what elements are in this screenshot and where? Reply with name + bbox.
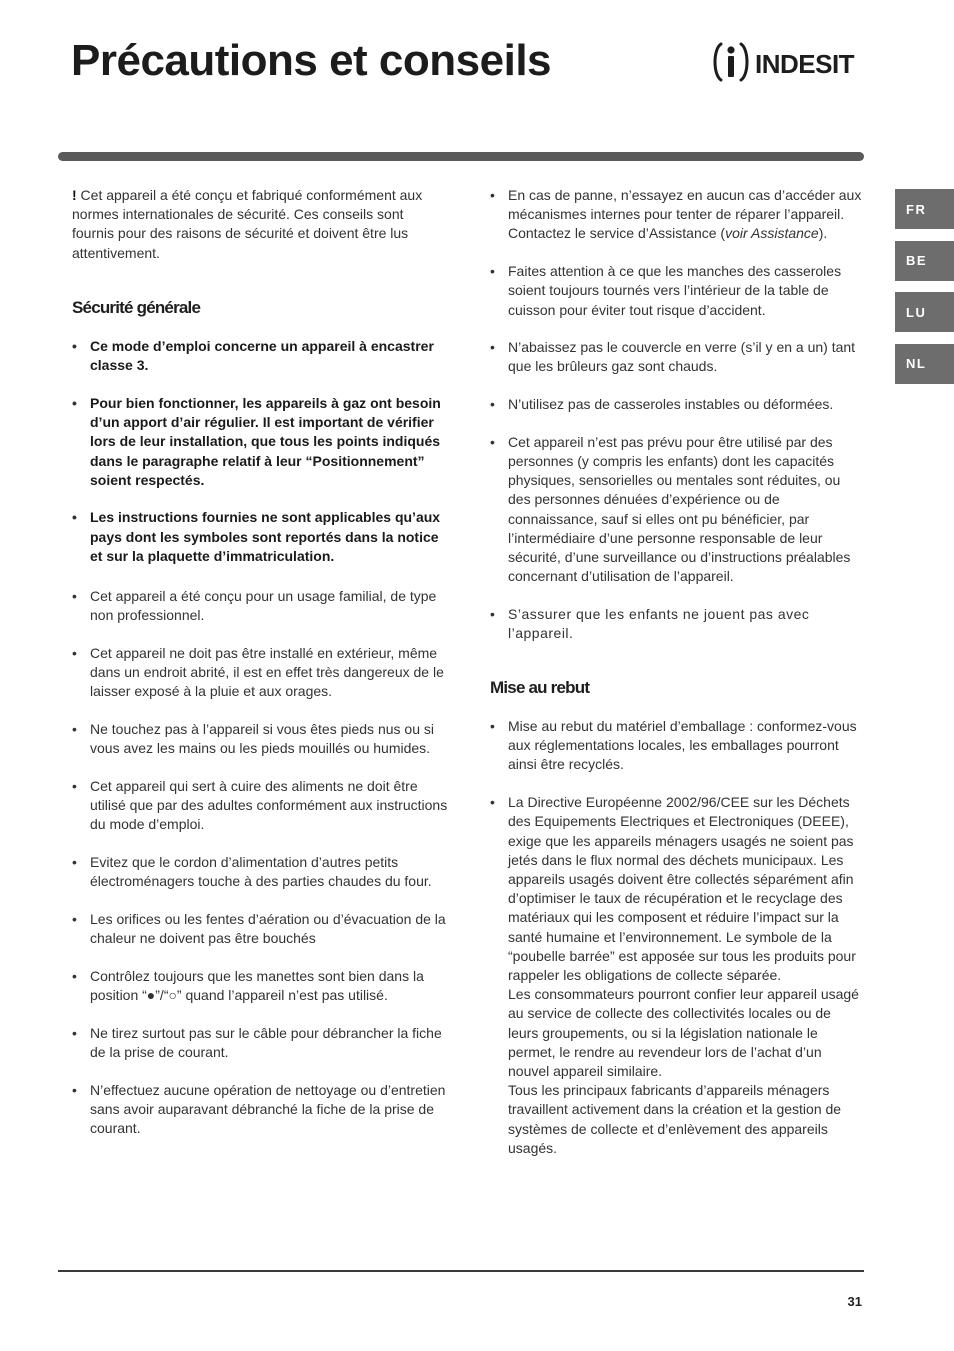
list-item: • N’effectuez aucune opération de nettoyage ou d’entretien sans avoir auparavant débranché la fiche de la prise de courant. bbox=[72, 1081, 448, 1139]
right-column bbox=[490, 186, 864, 1177]
list-item: • Contrôlez toujours que les manettes sont bien dans la position “●”/“○” quand l’appareil n’est pas utilisé. bbox=[72, 967, 448, 1005]
list-item: • Cet appareil qui sert à cuire des aliments ne doit être utilisé que par des adultes conformément aux instructions du mode d’emploi. bbox=[72, 777, 448, 835]
warning-mark: ! bbox=[72, 187, 77, 203]
list-item: • Cet appareil a été conçu pour un usage familial, de type non professionnel. bbox=[72, 587, 448, 625]
panne-text-end: ). bbox=[818, 225, 828, 242]
language-tab-fr[interactable]: FR bbox=[895, 189, 954, 229]
deee-paragraph: Les consommateurs pourront confier leur appareil usagé au service de collecte des collectivités locales ou de leurs groupements, ou si la législation nationale le permet, le rendre au revendeur lors de l’achat d’un nouvel appareil similaire. bbox=[508, 986, 859, 1080]
page-number: 31 bbox=[847, 1294, 862, 1309]
bottom-divider bbox=[58, 1270, 864, 1272]
list-item: • Les orifices ou les fentes d’aération ou d’évacuation de la chaleur ne doivent pas être bouchés bbox=[72, 910, 448, 948]
language-tab-nl[interactable]: NL bbox=[895, 344, 954, 384]
section-title-mise-au-rebut: Mise au rebut bbox=[490, 677, 590, 697]
deee-paragraph: Tous les principaux fabricants d’appareils ménagers travaillent activement dans la création et la gestion de systèmes de collecte et d’enlèvement des appareils usagés. bbox=[508, 1082, 842, 1156]
list-item: • Mise au rebut du matériel d’emballage : conformez-vous aux réglementations locales, les emballages pourront ainsi être recyclés. bbox=[490, 717, 864, 775]
list-item: • Les instructions fournies ne sont applicables qu’aux pays dont les symboles sont reportés dans la notice et sur la plaquette d’immatriculation. bbox=[72, 508, 448, 566]
list-item: • Pour bien fonctionner, les appareils à gaz ont besoin d’un apport d’air régulier. Il est important de vérifier lors de leur installation, que tous les points indiqués dans le paragraphe relatif à leur “Positionnement” soient respectés. bbox=[72, 394, 448, 490]
top-divider bbox=[58, 152, 864, 161]
brand-wordmark: INDESIT bbox=[755, 49, 855, 79]
list-item: • Cet appareil n’est pas prévu pour être utilisé par des personnes (y compris les enfants) dont les capacités physiques, sensorielles ou mentales sont réduites, ou des personnes dénuées d’expérience ou de connaissance, sauf si elles ont pu bénéficier, par l’intermédiaire d’une personne responsable de leur sécurité, d’une surveillance ou d’instructions préalables concernant d’utilisation de l’appareil. bbox=[490, 433, 864, 587]
list-item: • S’assurer que les enfants ne jouent pas avec l’appareil. bbox=[490, 605, 864, 643]
intro-paragraph bbox=[72, 186, 448, 263]
list-item: • Cet appareil ne doit pas être installé en extérieur, même dans un endroit abrité, il est en effet très dangereux de le laisser exposé à la pluie et aux orages. bbox=[72, 644, 448, 702]
indesit-logo bbox=[711, 40, 867, 84]
list-item: • Ne tirez surtout pas sur le câble pour débrancher la fiche de la prise de courant. bbox=[72, 1024, 448, 1062]
list-item: • Faites attention à ce que les manches des casseroles soient toujours tournés vers l’intérieur de la table de cuisson pour éviter tout risque d’accident. bbox=[490, 262, 864, 320]
language-tab-lu[interactable]: LU bbox=[895, 292, 954, 332]
list-item bbox=[490, 793, 864, 1158]
list-item: • N’abaissez pas le couvercle en verre (s’il y en a un) tant que les brûleurs gaz sont chauds. bbox=[490, 338, 864, 376]
list-item: • Ce mode d’emploi concerne un appareil à encastrer classe 3. bbox=[72, 337, 448, 375]
safety-list-continued bbox=[490, 186, 864, 643]
safety-list bbox=[72, 337, 448, 1138]
list-item: • Evitez que le cordon d’alimentation d’autres petits électroménagers touche à des parties chaudes du four. bbox=[72, 853, 448, 891]
panne-text: En cas de panne, n’essayez en aucun cas d’accéder aux mécanismes internes pour tenter de réparer l’appareil. Contactez le service d’Assistance ( bbox=[508, 187, 862, 242]
list-item: • Ne touchez pas à l’appareil si vous êtes pieds nus ou si vous avez les mains ou les pieds mouillés ou humides. bbox=[72, 720, 448, 758]
list-item bbox=[490, 186, 864, 244]
language-tabs bbox=[895, 189, 954, 395]
left-column bbox=[72, 186, 448, 1157]
deee-paragraph: • La Directive Européenne 2002/96/CEE sur les Déchets des Equipements Electriques et Electroniques (DEEE), exige que les appareils ménagers usagés ne soient pas jetés dans le flux normal des déchets municipaux. Les appareils usagés doivent être collectés séparément afin d’optimiser le taux de récupération et le recyclage des matériaux qui les composent et réduire l’impact sur la santé humaine et l’environnement. Le symbole de la “poubelle barrée” est apposée sur tous les produits pour rappeler les obligations de collecte séparée. bbox=[508, 794, 856, 983]
assistance-reference: voir Assistance bbox=[725, 225, 819, 242]
section-title-securite: Sécurité générale bbox=[72, 297, 201, 317]
language-tab-be[interactable]: BE bbox=[895, 241, 954, 281]
brand-logo-icon bbox=[715, 44, 747, 80]
disposal-list bbox=[490, 717, 864, 1158]
page-title: Précautions et conseils bbox=[71, 36, 552, 85]
intro-text: Cet appareil a été conçu et fabriqué conformément aux normes internationales de sécurité. Ces conseils sont fournis pour des raisons de sécurité et doivent être lus attentivement. bbox=[72, 187, 423, 261]
list-item: • N’utilisez pas de casseroles instables ou déformées. bbox=[490, 395, 864, 414]
